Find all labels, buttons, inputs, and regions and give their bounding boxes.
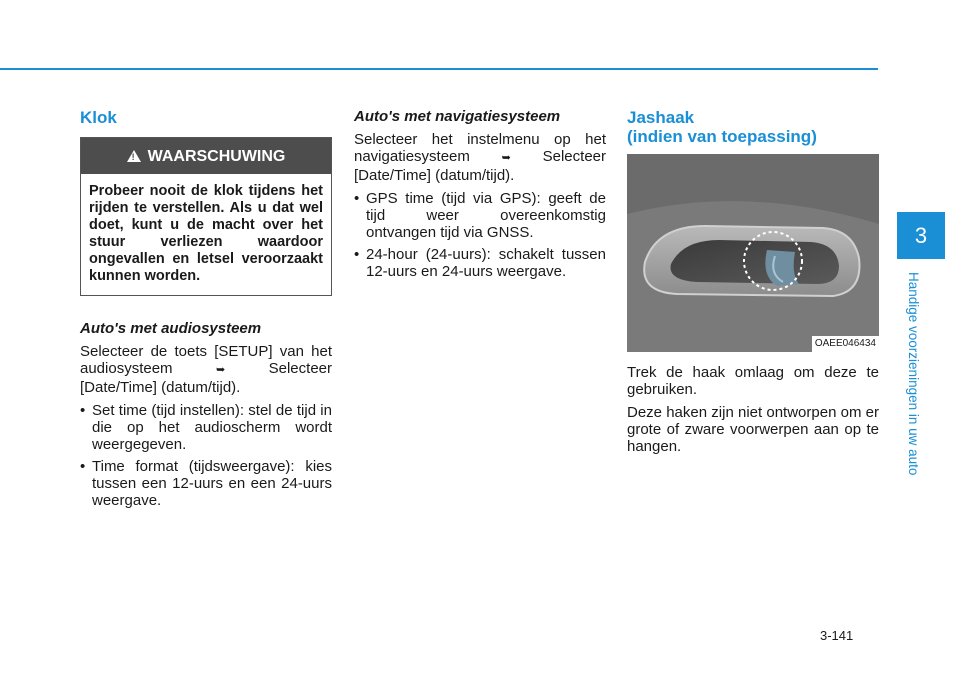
warning-triangle-icon: ! xyxy=(127,150,141,162)
column-klok xyxy=(80,108,332,515)
header-rule xyxy=(0,68,878,70)
list-item: • GPS time (tijd via GPS): geeft de tijd weer overeenkomstig ontvangen tijd via GNSS. xyxy=(354,190,606,241)
arrow-icon: ➥ xyxy=(501,152,511,164)
warning-text: Probeer nooit de klok tijdens het rijden te verstellen. Als u dat wel doet, kunt u de macht over het stuur verliezen waardoor ongevallen en letsel veroorzaakt kunnen worden. xyxy=(89,183,323,284)
navigation-intro-b: Selecteer [Date/Time] (datum/tijd). xyxy=(354,148,606,184)
warning-label: WAARSCHUWING xyxy=(147,147,286,165)
list-item: • 24-hour (24-uurs): schakelt tussen 12-uurs en 24-uurs weergave. xyxy=(354,246,606,280)
list-item: • Set time (tijd instellen): stel de tijd in die op het audioscherm wordt weergegeven. xyxy=(80,402,332,453)
section-title-klok: Klok xyxy=(80,108,117,127)
audio-intro xyxy=(80,343,332,396)
audio-intro-a: Selecteer de toets [SETUP] van het audiosysteem xyxy=(80,343,332,377)
navigation-bullets xyxy=(354,190,606,280)
audio-intro-b: Selecteer [Date/Time] (datum/tijd). xyxy=(80,360,332,396)
subheading-navigation: Auto's met navigatiesysteem xyxy=(354,108,561,125)
arrow-icon: ➥ xyxy=(215,364,226,376)
chapter-tab: 3 xyxy=(897,212,945,259)
section-title-line2: (indien van toepassing) xyxy=(627,127,817,146)
coat-hook-photo xyxy=(627,154,879,352)
warning-header xyxy=(81,138,331,174)
audio-bullets xyxy=(80,402,332,509)
hook-paragraph-2: Deze haken zijn niet ontworpen om er grote of zware voorwerpen aan op te hangen. xyxy=(627,404,879,455)
page-number: 3-141 xyxy=(820,628,854,643)
column-navigation xyxy=(354,108,606,286)
chapter-title: Handige voorzieningen in uw auto xyxy=(906,272,921,476)
column-jashaak xyxy=(627,108,879,461)
section-title-jashaak xyxy=(627,108,879,146)
navigation-intro xyxy=(354,131,606,184)
navigation-intro-a: Selecteer het instelmenu op het navigatiesysteem xyxy=(354,131,606,165)
warning-box xyxy=(80,137,332,296)
hook-paragraph-1: Trek de haak omlaag om deze te gebruiken. xyxy=(627,364,879,398)
section-title-line1: Jashaak xyxy=(627,108,695,127)
subheading-audio: Auto's met audiosysteem xyxy=(80,320,262,337)
coat-hook-icon xyxy=(627,154,879,352)
image-code: OAEE046434 xyxy=(812,336,879,352)
list-item: • Time format (tijdsweergave): kies tussen een 12-uurs en een 24-uurs weergave. xyxy=(80,458,332,509)
